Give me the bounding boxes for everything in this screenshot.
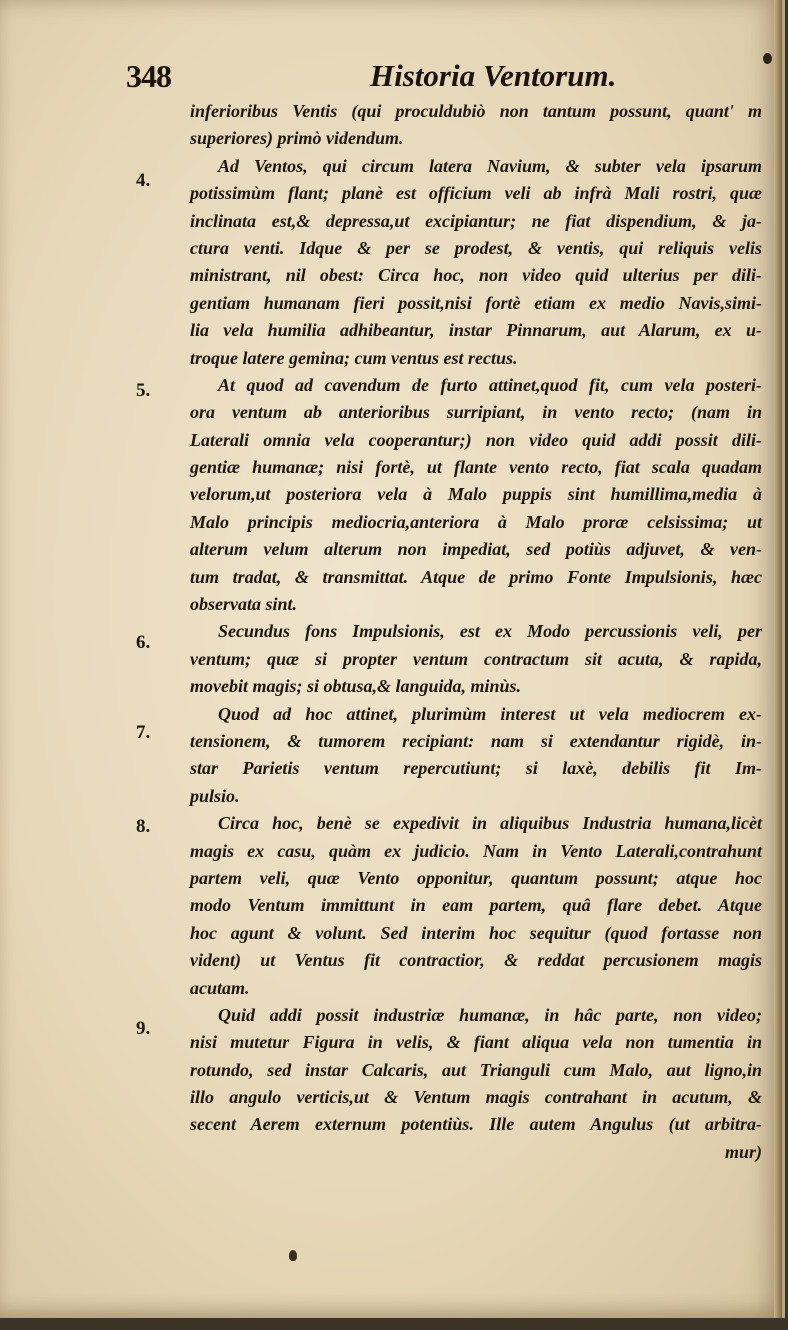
text-line: ministrant, nil obest: Circa hoc, non video quid ulterius per dili- <box>190 265 762 286</box>
text-line: vident) ut Ventus fit contractior, & reddat percusionem magis <box>190 950 762 971</box>
text-line: magis ex casu, quàm ex judicio. Nam in Vento Laterali,contrahunt <box>190 840 762 861</box>
text-line: gentiæ humanæ; nisi fortè, ut flante vento recto, fiat scala quadam <box>190 457 762 478</box>
page-edge-shadow <box>774 0 782 1318</box>
text-line: Quid addi possit industriæ humanæ, in hâc parte, non video; <box>218 1004 762 1025</box>
text-line: lia vela humilia adhibeantur, instar Pinnarum, aut Alarum, ex u- <box>190 320 762 341</box>
text-line: ora ventum ab anterioribus surripiant, in vento recto; (nam in <box>190 402 762 423</box>
ink-spot <box>763 53 772 64</box>
text-line: tum tradat, & transmittat. Atque de primo Fonte Impulsionis, hæc <box>190 566 762 587</box>
paragraph-number: 7. <box>136 722 151 743</box>
paragraph-number: 9. <box>136 1018 151 1039</box>
text-line: acutam. <box>190 977 250 998</box>
text-line: velorum,ut posteriora vela à Malo puppis sint humillima,media à <box>190 484 762 505</box>
page-number: 348 <box>126 58 171 94</box>
text-line: Quod ad hoc attinet, plurimùm interest ut vela mediocrem ex- <box>218 703 762 724</box>
text-line: Laterali omnia vela cooperantur;) non video quid addi possit dili- <box>190 429 762 450</box>
text-line: Malo principis mediocria,anteriora à Malo proræ celsissima; ut <box>190 511 762 532</box>
catchword: mur) <box>724 1141 762 1162</box>
text-line: observata sint. <box>190 594 298 615</box>
text-line: Circa hoc, benè se expedivit in aliquibus Industria humana,licèt <box>218 813 762 834</box>
text-line: modo Ventum immittunt in eam partem, quâ flare debet. Atque <box>190 895 762 916</box>
text-line: At quod ad cavendum de furto attinet,quod fit, cum vela posteri- <box>218 374 762 395</box>
text-line: Ad Ventos, qui circum latera Navium, & subter vela ipsarum <box>218 155 762 176</box>
text-line: secent Aerem externum potentiùs. Ille autem Angulus (ut arbitra- <box>190 1114 762 1135</box>
text-line: tensionem, & tumorem recipiant: nam si extendantur rigidè, in- <box>190 730 762 751</box>
text-line: ventum; quæ si propter ventum contractum sit acuta, & rapida, <box>190 648 762 669</box>
text-line: gentiam humanam fieri possit,nisi fortè etiam ex medio Navis,simi- <box>190 292 762 313</box>
text-line: nisi mutetur Figura in velis, & fiant aliqua vela non tumentia in <box>190 1032 762 1053</box>
text-line: inferioribus Ventis (qui proculdubiò non tantum possunt, quant' m <box>190 101 762 121</box>
text-line: inclinata est,& depressa,ut excipiantur; ne fiat dispendium, & ja- <box>190 210 762 231</box>
text-line: hoc agunt & volunt. Sed interim hoc sequitur (quod fortasse non <box>190 922 762 943</box>
text-line: Secundus fons Impulsionis, est ex Modo percussionis veli, per <box>218 621 762 642</box>
text-line: superiores) primò videndum. <box>190 128 404 149</box>
running-title: Historia Ventorum. <box>370 58 617 93</box>
paragraph-number: 6. <box>136 632 151 653</box>
text-line: movebit magis; si obtusa,& languida, minùs. <box>190 676 522 697</box>
paragraph-number: 8. <box>136 816 151 837</box>
text-line: troque latere gemina; cum ventus est rectus. <box>190 347 518 368</box>
text-line: potissimùm flant; planè est officium veli ab infrà Mali rostri, quæ <box>190 183 762 204</box>
body-text <box>190 98 762 1166</box>
paragraph-number: 5. <box>136 380 151 401</box>
paragraph-number: 4. <box>136 170 151 191</box>
text-line: rotundo, sed instar Calcaris, aut Trianguli cum Malo, aut ligno,in <box>190 1059 762 1080</box>
text-line: alterum velum alterum non impediat, sed potiùs adjuvet, & ven- <box>190 539 762 560</box>
text-line: illo angulo verticis,ut & Ventum magis contrahant in acutum, & <box>190 1087 762 1108</box>
text-line: star Parietis ventum repercutiunt; si laxè, debilis fit Im- <box>190 758 762 779</box>
text-line: partem veli, quæ Vento opponitur, quantum possunt; atque hoc <box>190 867 762 888</box>
text-line: ctura venti. Idque & per se prodest, & ventis, qui reliquis velis <box>190 237 762 258</box>
text-line: pulsio. <box>190 785 240 806</box>
ink-spot <box>289 1250 297 1261</box>
